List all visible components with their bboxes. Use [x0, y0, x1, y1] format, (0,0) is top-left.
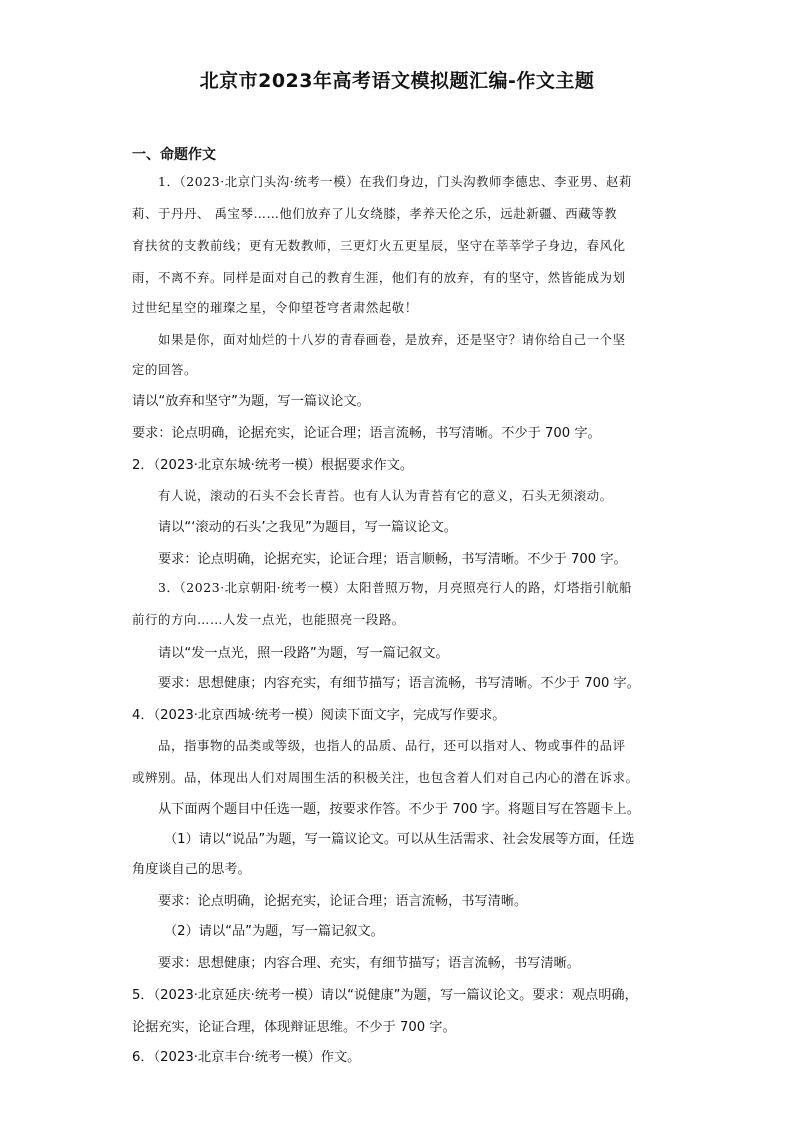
- q3-prompt: 请以“发一点光，照一段路”为题，写一篇记叙文。: [158, 646, 449, 661]
- q4-option-2: （2）请以“品”为题，写一篇记叙文。: [164, 924, 384, 939]
- section-heading: 一、命题作文: [132, 147, 216, 163]
- q3-requirements: 要求：思想健康；内容充实，有细节描写；语言流畅，书写清晰。不少于 700 字。: [158, 676, 640, 691]
- q1-line-5: 过世纪星空的璀璨之星，令仰望苍穹者肃然起敬！: [132, 300, 418, 315]
- q2-requirements: 要求：论点明确，论据充实，论证合理；语言顺畅，书写清晰。不少于 700 字。: [158, 552, 627, 567]
- q2-prompt: 请以“‘滚动的石头’之我见”为题目，写一篇议论文。: [158, 520, 457, 535]
- document-title: 北京市2023年高考语文模拟题汇编-作文主题: [199, 70, 595, 92]
- q1-line-7: 定的回答。: [132, 362, 197, 377]
- q6-heading: 6．（2023·北京丰台·统考一模）作文。: [132, 1050, 361, 1065]
- q4-option-2-requirements: 要求：思想健康；内容合理、充实，有细节描写；语言流畅，书写清晰。: [158, 956, 580, 971]
- q5-line-1: 5．（2023·北京延庆·统考一模）请以“说健康”为题，写一篇议论文。要求：观点明确，: [132, 988, 638, 1003]
- q1-line-4: 雨，不离不弃。同样是面对自己的教育生涯，他们有的放弃，有的坚守，然皆能成为划: [132, 270, 626, 285]
- q1-line-6: 如果是你，面对灿烂的十八岁的青春画卷，是放弃，还是坚守？请你给自己一个坚: [158, 332, 626, 347]
- q4-heading: 4．（2023·北京西城·统考一模）阅读下面文字，完成写作要求。: [132, 708, 506, 723]
- q4-option-1-requirements: 要求：论点明确，论据充实，论证合理；语言流畅，书写清晰。: [158, 894, 528, 909]
- q3-line-1: 3．（2023·北京朝阳·统考一模）太阳普照万物，月亮照亮行人的路，灯塔指引航船: [158, 580, 632, 595]
- q1-prompt: 请以“放弃和坚守”为题，写一篇议论文。: [132, 394, 370, 409]
- q4-option-1-cont: 角度谈自己的思考。: [132, 862, 251, 877]
- q1-requirements: 要求：论点明确，论据充实，论证合理；语言流畅，书写清晰。不少于 700 字。: [132, 426, 601, 441]
- q1-line-1: 1．（2023·北京门头沟·统考一模）在我们身边，门头沟教师李德忠、李亚男、赵莉: [158, 174, 632, 189]
- q4-instruction: 从下面两个题目中任选一题，按要求作答。不少于 700 字。将题目写在答题卡上。: [158, 802, 640, 817]
- q4-material-line-2: 或辨别。品，体现出人们对周围生活的积极关注，也包含着人们对自己内心的潜在诉求。: [132, 770, 639, 785]
- q3-line-2: 前行的方向……人发一点光，也能照亮一段路。: [132, 612, 405, 627]
- q2-heading: 2．（2023·北京东城·统考一模）根据要求作文。: [132, 458, 414, 473]
- q4-option-1: （1）请以“说品”为题，写一篇议论文。可以从生活需求、社会发展等方面，任选: [164, 832, 635, 847]
- q4-material-line-1: 品，指事物的品类或等级，也指人的品质、品行，还可以指对人、物或事件的品评: [158, 738, 626, 753]
- q1-line-3: 育扶贫的支教前线；更有无数教师，三更灯火五更星辰，坚守在莘莘学子身边，春风化: [132, 238, 626, 253]
- q2-material: 有人说，滚动的石头不会长青苔。也有人认为青苔有它的意义，石头无须滚动。: [158, 488, 613, 503]
- q1-line-2: 莉、于丹丹、 禹宝琴……他们放弃了儿女绕膝，孝养天伦之乐，远赴新疆、西藏等教: [132, 206, 618, 221]
- q5-line-2: 论据充实，论证合理，体现辩证思维。不少于 700 字。: [132, 1020, 456, 1035]
